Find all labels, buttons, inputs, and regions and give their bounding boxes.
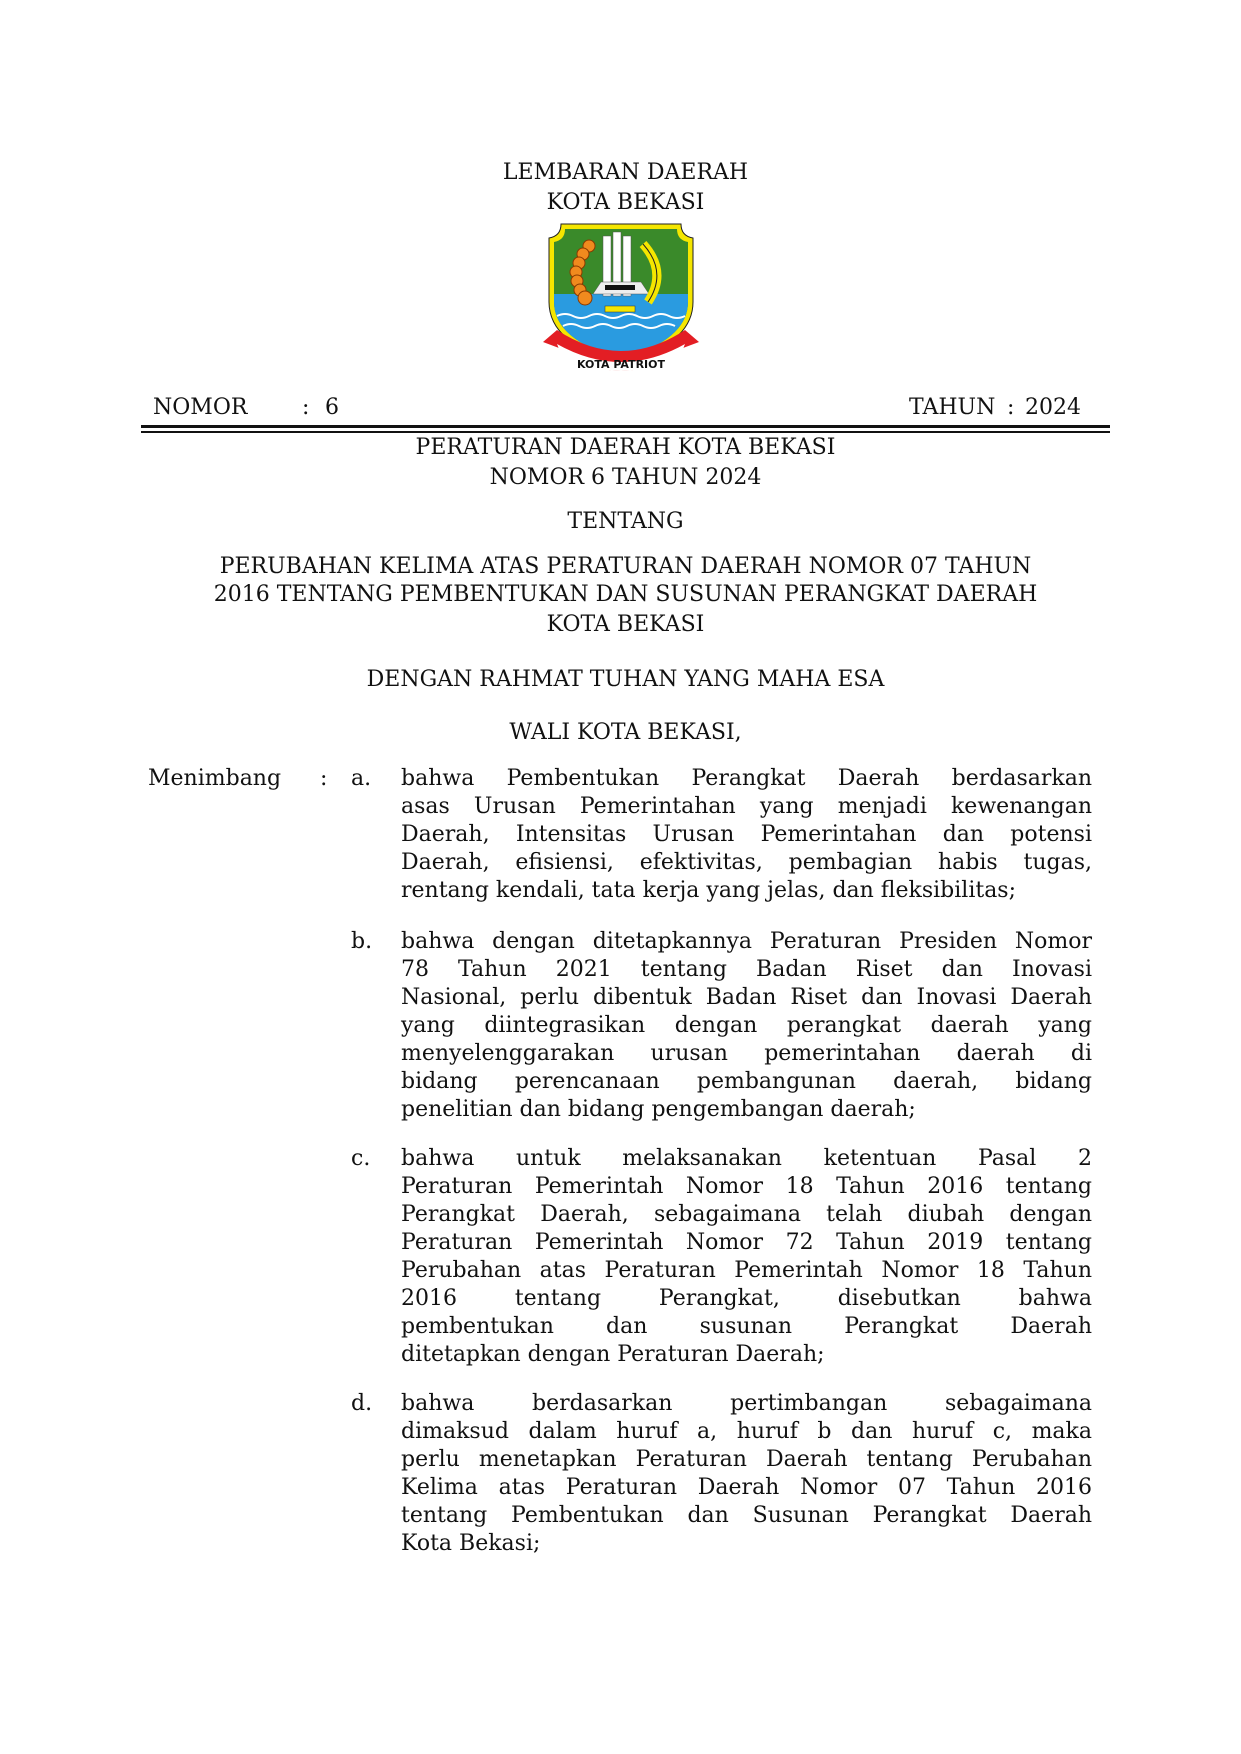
- item-line: Kota Bekasi;: [401, 1531, 541, 1556]
- subject-line-3: KOTA BEKASI: [546, 612, 705, 637]
- logo-motto: KOTA PATRIOT: [576, 358, 666, 371]
- menimbang-item: [401, 1145, 1092, 1369]
- item-line: asas Urusan Pemerintahan yang menjadi kewenangan: [401, 794, 1092, 819]
- nomor-sep: :: [302, 395, 310, 420]
- header-line-2: KOTA BEKASI: [546, 190, 705, 215]
- item-line: bahwa dengan ditetapkannya Peraturan Presiden Nomor: [401, 929, 1092, 954]
- menimbang-sep: :: [320, 766, 328, 791]
- item-line: penelitian dan bidang pengembangan daerah;: [401, 1097, 916, 1122]
- tahun-sep: :: [1007, 395, 1015, 420]
- item-line: bahwa untuk melaksanakan ketentuan Pasal 2: [401, 1146, 1092, 1171]
- item-line: Perangkat Daerah, sebagaimana telah diubah dengan: [401, 1202, 1092, 1227]
- item-line: rentang kendali, tata kerja yang jelas, dan fleksibilitas;: [401, 878, 1017, 903]
- item-line: perlu menetapkan Peraturan Daerah tentang Perubahan: [401, 1447, 1092, 1472]
- header-line-1: LEMBARAN DAERAH: [502, 160, 749, 185]
- item-line: yang diintegrasikan dengan perangkat daerah yang: [401, 1013, 1092, 1038]
- header-rule-thin: [141, 431, 1110, 433]
- wali-line: WALI KOTA BEKASI,: [509, 720, 742, 745]
- title-line-2: NOMOR 6 TAHUN 2024: [489, 465, 762, 490]
- item-letter: c.: [351, 1146, 371, 1171]
- item-line: dimaksud dalam huruf a, huruf b dan huruf c, maka: [401, 1419, 1092, 1444]
- item-line: bahwa berdasarkan pertimbangan sebagaimana: [401, 1391, 1092, 1416]
- item-line: bahwa Pembentukan Perangkat Daerah berdasarkan: [401, 766, 1092, 791]
- nomor-value: 6: [325, 395, 339, 420]
- item-line: tentang Pembentukan dan Susunan Perangkat Daerah: [401, 1503, 1092, 1528]
- item-line: Daerah, Intensitas Urusan Pemerintahan dan potensi: [401, 822, 1092, 847]
- rahmat-line: DENGAN RAHMAT TUHAN YANG MAHA ESA: [366, 667, 885, 692]
- header-rule-thick: [141, 425, 1110, 428]
- menimbang-item: [401, 765, 1092, 905]
- subject-line-2: 2016 TENTANG PEMBENTUKAN DAN SUSUNAN PERANGKAT DAERAH: [213, 582, 1038, 607]
- item-line: ditetapkan dengan Peraturan Daerah;: [401, 1342, 825, 1367]
- item-letter: a.: [351, 766, 372, 791]
- tahun-label: TAHUN: [909, 395, 996, 420]
- item-line: menyelenggarakan urusan pemerintahan daerah di: [401, 1041, 1092, 1066]
- item-line: Nasional, perlu dibentuk Badan Riset dan Inovasi Daerah: [401, 985, 1092, 1010]
- item-line: bidang perencanaan pembangunan daerah, bidang: [401, 1069, 1092, 1094]
- item-line: Kelima atas Peraturan Daerah Nomor 07 Tahun 2016: [401, 1475, 1092, 1500]
- menimbang-label: Menimbang: [148, 766, 282, 791]
- item-line: Perubahan atas Peraturan Pemerintah Nomor 18 Tahun: [401, 1258, 1092, 1283]
- subject-line-1: PERUBAHAN KELIMA ATAS PERATURAN DAERAH NOMOR 07 TAHUN: [219, 554, 1032, 579]
- item-line: pembentukan dan susunan Perangkat Daerah: [401, 1314, 1092, 1339]
- item-line: 78 Tahun 2021 tentang Badan Riset dan Inovasi: [401, 957, 1092, 982]
- item-letter: b.: [351, 929, 373, 954]
- item-line: 2016 tentang Perangkat, disebutkan bahwa: [401, 1286, 1092, 1311]
- tentang-heading: TENTANG: [567, 509, 684, 534]
- item-line: Peraturan Pemerintah Nomor 72 Tahun 2019 tentang: [401, 1230, 1092, 1255]
- menimbang-item: [401, 1390, 1092, 1558]
- menimbang-item: [401, 928, 1092, 1124]
- item-line: Peraturan Pemerintah Nomor 18 Tahun 2016 tentang: [401, 1174, 1092, 1199]
- title-line-1: PERATURAN DAERAH KOTA BEKASI: [415, 435, 836, 460]
- nomor-label: NOMOR: [153, 395, 248, 420]
- item-letter: d.: [351, 1391, 373, 1416]
- item-line: Daerah, efisiensi, efektivitas, pembagian habis tugas,: [401, 850, 1092, 875]
- tahun-value: 2024: [1025, 395, 1081, 420]
- kota-bekasi-emblem-logo: [543, 222, 699, 386]
